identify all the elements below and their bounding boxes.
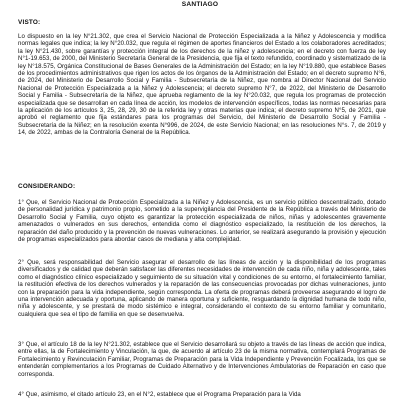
- considerando-paragraph-4: 4° Que, asimismo, el citado artículo 23, en el N°2, establece que el Programa Preparación para la Vida: [18, 391, 301, 398]
- considerando-heading: CONSIDERANDO:: [18, 183, 76, 190]
- visto-paragraph: Lo dispuesto en la ley N°21.302, que crea el Servicio Nacional de Protección Especializada a la Niñez y Adolescencia y modifica normas legales que indica; la ley N°20.032, que regula el régimen de aportes financieros del Estado a los colaboradores acreditados; la ley N°21.430, sobre garantías y protección integral de los derechos de la niñez y adolescencia; en el decreto con fuerza de ley N°1-19.653, de 2000, del Ministerio Secretaría General de la Presidencia, que fija el texto refundido, coordinado y sistematizado de la ley N°18.575, Orgánica Constitucional de Bases Generales de la Administración del Estado; en la ley N°19.880, que establece Bases de los procedimientos administrativos que rigen los actos de los órganos de la Administración del Estado; en el decreto supremo N°6, de 2024, del Ministerio de Desarrollo Social y Familia - Subsecretaría de la Niñez, que nombra al Director Nacional del Servicio Nacional de Protección Especializada a la Niñez y Adolescencia; el decreto supremo N°7, de 2022, del Ministerio de Desarrollo Social y Familia - Subsecretaría de la Niñez, que aprueba reglamento de la ley N°20.032, que regula los programas de protección especializada que se desarrollan en cada línea de acción, los modelos de intervención específicos, todas las normas necesarias para la aplicación de los artículos 3, 25, 28, 29, 30 de la referida ley y otras materias que indica; el decreto supremo N°5, de 2021, que aprobó el reglamento que fija estándares para los programas del Servicio, del Ministerio de Desarrollo Social y Familia - Subsecretaría de la Niñez; en la resolución exenta N°996, de 2024, de este Servicio Nacional; en las resoluciones N°s. 7, de 2019 y 14, de 2022, ambas de la Contraloría General de la República.: [18, 33, 386, 137]
- considerando-paragraph-2: 2° Que, será responsabilidad del Servicio asegurar el desarrollo de las líneas de acción y la disponibilidad de los programas diversificados y de calidad que deberán satisfacer las diferentes necesidades de intervención de cada niño, niña y adolescente, tales como el diagnóstico clínico especializado y seguimiento de su situación vital y condiciones de su entorno, el fortalecimiento familiar, la restitución efectiva de los derechos vulnerados y la reparación de las consecuencias provocadas por dichas vulneraciones, junto con la preparación para la vida independiente, según corresponda. La oferta de programas deberá proveerse asegurando el logro de una intervención adecuada y oportuna, aplicando de manera oportuna y suficiente, resguardando la dignidad humana de todo niño, niña y adolescente, y se prestará de modo sistémico e integral, considerando el contexto de su entorno familiar y comunitario, cualquiera que sea el tipo de familia en que se desenvuelva.: [18, 259, 386, 318]
- considerando-paragraph-1: 1° Que, el Servicio Nacional de Protección Especializada a la Niñez y Adolescencia, es un servicio público descentralizado, dotado de personalidad jurídica y patrimonio propio, sometido a la supervigilancia del Presidente de la República a través del Ministerio de Desarrollo Social y Familia, cuyo objeto es garantizar la protección especializada de niños, niñas y adolescentes gravemente amenazados o vulnerados en sus derechos, entendida como el diagnóstico especializado, la restitución de los derechos, la reparación del daño producido y la prevención de nuevas vulneraciones. Lo anterior, se realizará asegurando la provisión y ejecución de programas especializados para abordar casos de mediana y alta complejidad.: [18, 199, 386, 244]
- document-location-title: SANTIAGO: [181, 1, 219, 8]
- considerando-paragraph-3: 3° Que, el artículo 18 de la ley N°21.302, establece que el Servicio desarrollará su objeto a través de las líneas de acción que indica, entre ellas, la de Fortalecimiento y Vinculación, la que, de acuerdo al artículo 23 de la misma normativa, contemplará Programas de Fortalecimiento y Revinculación Familiar, Programas de Preparación para la Vida Independiente y Prevención Focalizada, los que se entenderán complementarios a los Programas de Cuidado Alternativo y de Intervenciones Ambulatorias de Reparación en caso que corresponda.: [18, 341, 386, 378]
- visto-heading: VISTO:: [18, 19, 41, 26]
